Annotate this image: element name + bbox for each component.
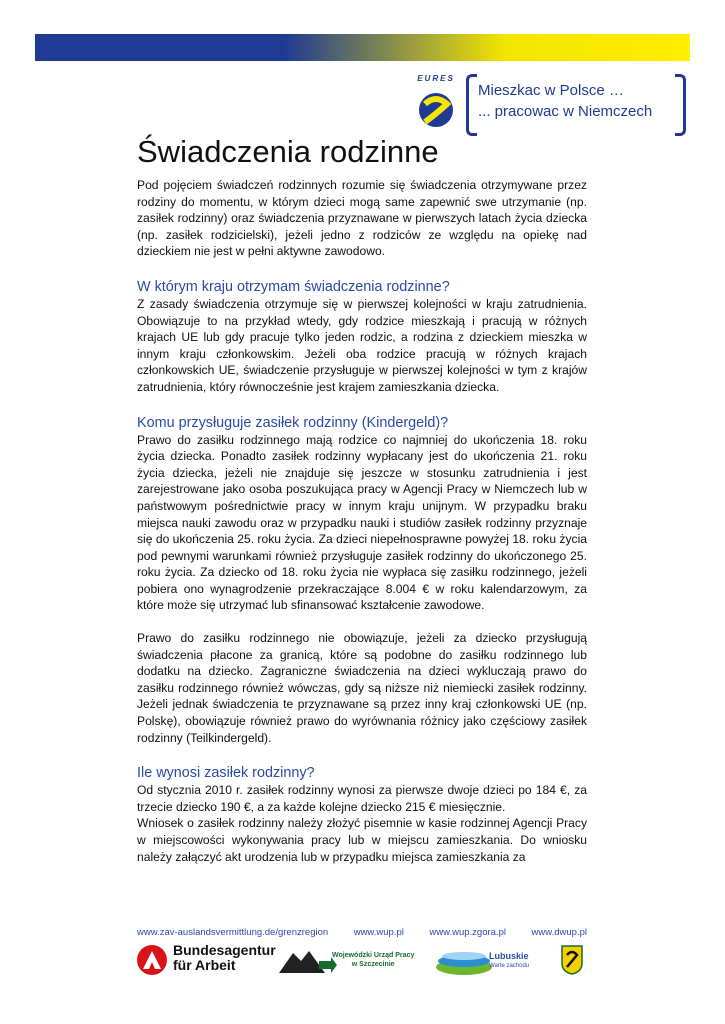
wup-line-1: Wojewódzki Urząd Pracy — [332, 952, 415, 959]
eures-logo — [407, 74, 465, 132]
ba-line-2: für Arbeit — [173, 957, 236, 973]
section-heading-3: Ile wynosi zasiłek rodzinny? — [137, 765, 315, 782]
lub-line-2: Warte zachodu — [489, 963, 530, 969]
lubuskie-logo-text — [489, 951, 529, 971]
footer-link-wup-zgora[interactable]: www.wup.zgora.pl — [429, 927, 506, 938]
section-3-paragraph-2: Wniosek o zasiłek rodzinny należy złożyć pisemnie w kasie rodzinnej Agencji Pracy w miejscowości wykonywania pracy lub w miejscu zamieszkania. Do wniosku należy załączyć akt urodzenia lub w przypadku miejsca zamieszkania za — [137, 816, 587, 864]
document-body — [137, 177, 587, 865]
section-3-paragraph-1: Od stycznia 2010 r. zasiłek rodzinny wynosi za pierwsze dwoje dzieci po 184 €, za trzecie dziecko 190 €, a za każde kolejne dziecko 215 € miesięcznie. — [137, 783, 587, 814]
page-title: Świadczenia rodzinne — [137, 134, 439, 169]
section-2-paragraph-1: Prawo do zasiłku rodzinnego mają rodzice co najmniej do ukończenia 18. roku życia dziecka. Ponadto zasiłek rodzinny wypłacany jest do ukończenia 21. roku życia dziecka, jeżeli nie znajduje się jeszcze w stosunku zatrudnienia i jest zarejestrowane jako osoba poszukująca pracy w Agencji Pracy w Niemczech lub w państwowym pośrednictwie pracy w innym kraju unijnym. W przypadku braku miejsca nauki zawodu oraz w przypadku nauki i studiów zasiłek rodzinny przyznaje się do ukończenia 25. roku życia. Za dzieci niepełnosprawne powyżej 18. roku życia pod pewnymi warunkami również przysługuje zasiłek rodzinny do ukończonego 25. roku życia. Za dziecko od 18. roku życia nie wypłaca się zasiłku rodzinnego, jeżeli pobiera ono wynagrodzenie przekraczające 8.004 € w roku kalendarzowym, za które może się utrzymać lub sfinansować kształcenie zawodowe. — [137, 432, 587, 613]
wup-logo-text — [332, 951, 414, 969]
dolnoslaskie-crest-icon — [561, 945, 583, 975]
intro-paragraph: Pod pojęciem świadczeń rodzinnych rozumie się świadczenia otrzymywane przez rodziny do momentu, w którym dzieci mogą same zapewnić swe utrzymanie (np. zasiłek rodzinny) oraz świadczenia przyznawane w pierwszych latach życia dziecka (np. zasiłek rodzicielski), jeżeli jedno z rodziców ze względu na opiekę nad dzieckiem nie jest w pełni aktywne zawodowo. — [137, 178, 587, 259]
section-2-paragraph-2: Prawo do zasiłku rodzinnego nie obowiązuje, jeżeli za dziecko przysługują świadczenia płacone za granicą, które są podobne do zasiłku rodzinnego lub dodatku na dziecko. Zagraniczne świadczenia na dzieci wykluczają prawo do zasiłku rodzinnego również wówczas, gdy są niższe niż niemiecki zasiłek rodzinny. Jeżeli jednak świadczenia te przyznawane są przez inny kraj członkowski UE (np. Polskę), obowiązuje również prawo do wyrównania różnicy jako częściowy zasiłek rodzinny (Teilkindergeld). — [137, 631, 587, 745]
tagline-line-2: ... pracowac w Niemczech — [478, 103, 653, 120]
header-color-bar — [35, 34, 690, 61]
lubuskie-logo-graphic — [434, 945, 494, 977]
ba-line-1: Bundesagentur — [173, 942, 276, 958]
eures-logo-text: EURES — [417, 74, 455, 83]
bundesagentur-logo-icon — [137, 945, 167, 975]
footer-logos — [137, 943, 587, 983]
footer-link-zav[interactable]: www.zav-auslandsvermittlung.de/grenzregion — [137, 927, 329, 938]
header-tagline — [466, 74, 686, 132]
tagline-line-1: Mieszkac w Polsce … — [478, 82, 624, 99]
footer-link-wup[interactable]: www.wup.pl — [353, 927, 404, 938]
footer-links — [137, 927, 587, 938]
wup-line-2: w Szczecinie — [351, 961, 395, 968]
bundesagentur-logo-text — [173, 943, 276, 973]
section-heading-1: W którym kraju otrzymam świadczenia rodzinne? — [137, 278, 450, 295]
section-heading-2: Komu przysługuje zasiłek rodzinny (Kindergeld)? — [137, 414, 449, 431]
lub-line-1: Lubuskie — [489, 951, 529, 961]
section-1-paragraph-1: Z zasady świadczenia otrzymuje się w pierwszej kolejności w kraju zatrudnienia. Obowiązuje to na przykład wtedy, gdy rodzice mieszkają i pracują w różnych krajach UE lub gdy pracuje tylko jeden rodzic, a rodzina z dzieckiem mieszka w innym kraju członkowskim. Jeżeli oba rodzice pracują w różnych krajach członkowskich UE, świadczenie przysługuje w pierwszej kolejności w tym z krajów zatrudnienia, który równocześnie jest krajem zamieszkania dziecka. — [137, 296, 587, 394]
footer-link-dwup[interactable]: www.dwup.pl — [531, 927, 587, 938]
